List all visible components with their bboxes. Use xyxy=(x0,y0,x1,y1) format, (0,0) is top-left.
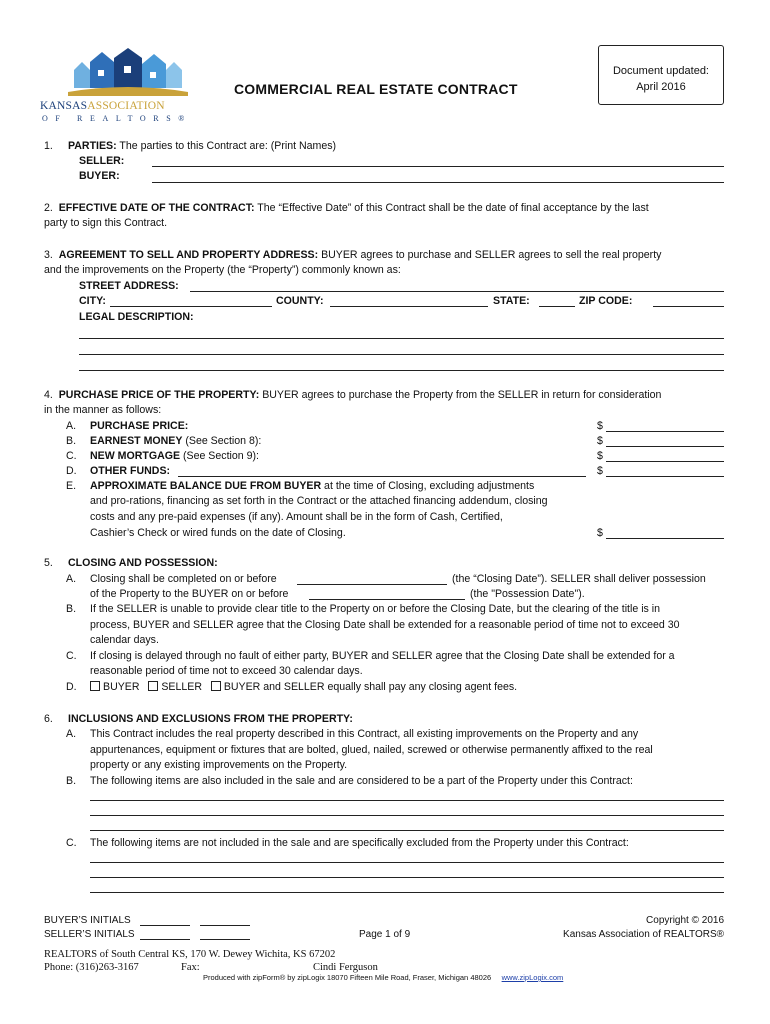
possession-date-field[interactable] xyxy=(309,599,465,600)
ziplogix-link[interactable]: www.zipLogix.com xyxy=(501,973,564,982)
item-6a-line2: appurtenances, equipment or fixtures that are bolted, glued, nailed, screwed or otherwise permanently affixed to the real xyxy=(90,744,653,756)
item-d-dollar: $ xyxy=(597,465,603,477)
item-b-label xyxy=(90,434,261,449)
closing-fees-options xyxy=(90,680,517,695)
section-6-number: 6. xyxy=(44,713,53,725)
section-4-line1 xyxy=(44,388,661,403)
item-b-dollar: $ xyxy=(597,435,603,447)
item-e-line2: and pro-rations, financing as set forth in the Contract or the attached financing addendum, closing xyxy=(90,495,548,507)
street-address-field[interactable] xyxy=(190,291,724,292)
section-3-line1 xyxy=(44,248,661,263)
item-a-label xyxy=(90,419,188,434)
other-funds-description-field[interactable] xyxy=(178,476,586,477)
section-2-number: 2. xyxy=(44,202,53,214)
agreement-heading: AGREEMENT TO SELL AND PROPERTY ADDRESS: xyxy=(58,249,319,261)
agreement-text: BUYER agrees to purchase and SELLER agrees to sell the real property xyxy=(318,249,662,261)
item-e-line1 xyxy=(90,479,534,494)
item-5b-line1: If the SELLER is unable to provide clear title to the Property on or before the Closing Date, but the clearing of the title is in xyxy=(90,603,661,615)
section-2-line2: party to sign this Contract. xyxy=(44,217,168,229)
balance-due-amount-field[interactable] xyxy=(606,538,724,539)
parties-heading: PARTIES: xyxy=(68,140,117,152)
purchase-price-amount-field[interactable] xyxy=(606,431,724,432)
item-b-letter: B. xyxy=(66,435,77,447)
item-5c-line1: If closing is delayed through no fault of either party, BUYER and SELLER agree that the Closing Date shall be extended for a xyxy=(90,650,675,662)
produced-with-line xyxy=(203,973,563,984)
produced-with-text: Produced with zipForm® by zipLogix 18070 Fifteen Mile Road, Fraser, Michigan 48026 xyxy=(203,973,492,982)
purchase-price-text: BUYER agrees to purchase the Property from the SELLER in return for consideration xyxy=(259,389,662,401)
brokerage-address: REALTORS of South Central KS, 170 W. Dewey Wichita, KS 67202 xyxy=(44,949,336,960)
seller-name-field[interactable] xyxy=(152,166,724,167)
legal-description-label: LEGAL DESCRIPTION: xyxy=(79,311,194,323)
item-5a-letter: A. xyxy=(66,573,77,585)
county-field[interactable] xyxy=(330,306,488,307)
buyer-pays-checkbox[interactable] xyxy=(90,681,100,691)
buyer-initials-label: BUYER’S INITIALS xyxy=(44,915,131,926)
state-label: STATE: xyxy=(493,295,530,307)
section-5-number: 5. xyxy=(44,557,53,569)
item-5b-line2: process, BUYER and SELLER agree that the Closing Date shall be extended for a reasonable period of time not to exceed 30 xyxy=(90,619,680,631)
buyer-name-field[interactable] xyxy=(152,182,724,183)
item-b-rest: (See Section 8): xyxy=(182,435,262,447)
effective-date-text: The “Effective Date” of this Contract shall be the date of final acceptance by the last xyxy=(254,202,649,214)
other-funds-label: OTHER FUNDS: xyxy=(90,465,171,477)
seller-option-label: SELLER xyxy=(161,681,202,693)
zip-code-label: ZIP CODE: xyxy=(579,295,633,307)
legal-description-line-2[interactable] xyxy=(79,354,724,355)
item-e-line3: costs and any pre-paid expenses (if any). Amount shall be in the form of Cash, Certified, xyxy=(90,511,503,523)
item-5c-letter: C. xyxy=(66,650,77,662)
item-5a-text1: Closing shall be completed on or before xyxy=(90,573,277,585)
section-1-heading xyxy=(68,139,336,154)
section-4-line2: in the manner as follows: xyxy=(44,404,162,416)
item-5a-text3: of the Property to the BUYER on or before xyxy=(90,588,289,600)
document-title: COMMERCIAL REAL ESTATE CONTRACT xyxy=(234,81,518,97)
both-pay-checkbox[interactable] xyxy=(211,681,221,691)
city-label: CITY: xyxy=(79,295,106,307)
new-mortgage-label: NEW MORTGAGE xyxy=(90,450,181,462)
item-e-line4: Cashier’s Check or wired funds on the date of Closing. xyxy=(90,527,346,539)
included-items-line-3[interactable] xyxy=(90,830,724,831)
logo-word-kansas: KANSAS xyxy=(40,100,88,112)
other-funds-amount-field[interactable] xyxy=(606,476,724,477)
earnest-money-label: EARNEST MONEY xyxy=(90,435,183,447)
section-1-number: 1. xyxy=(44,140,53,152)
balance-due-label: APPROXIMATE BALANCE DUE FROM BUYER xyxy=(90,480,322,492)
closing-heading: CLOSING AND POSSESSION: xyxy=(68,557,218,569)
item-d-letter: D. xyxy=(66,465,77,477)
purchase-price-heading: PURCHASE PRICE OF THE PROPERTY: xyxy=(58,389,260,401)
closing-date-field[interactable] xyxy=(297,584,447,585)
city-field[interactable] xyxy=(110,306,272,307)
parties-text: The parties to this Contract are: (Print Names) xyxy=(116,140,337,152)
seller-initials-field-2[interactable] xyxy=(200,939,250,940)
item-c-letter: C. xyxy=(66,450,77,462)
included-items-line-1[interactable] xyxy=(90,800,724,801)
item-5a-text4: (the "Possession Date"). xyxy=(470,588,585,600)
page-number: Page 1 of 9 xyxy=(359,929,411,940)
legal-description-line-3[interactable] xyxy=(79,370,724,371)
effective-date-heading: EFFECTIVE DATE OF THE CONTRACT: xyxy=(58,202,255,214)
kansas-association-logo xyxy=(36,48,192,126)
excluded-items-line-1[interactable] xyxy=(90,862,724,863)
section-2-line1 xyxy=(44,201,649,216)
inclusions-heading: INCLUSIONS AND EXCLUSIONS FROM THE PROPERTY: xyxy=(68,713,353,725)
excluded-items-line-3[interactable] xyxy=(90,892,724,893)
item-6b-line1: The following items are also included in the sale and are considered to be a part of the Property under this Contract: xyxy=(90,775,633,787)
buyer-initials-field-1[interactable] xyxy=(140,925,190,926)
balance-due-text: at the time of Closing, excluding adjustments xyxy=(321,480,535,492)
excluded-items-line-2[interactable] xyxy=(90,877,724,878)
item-6a-line3: property or any existing improvements on the Property. xyxy=(90,759,348,771)
copyright-association: Kansas Association of REALTORS® xyxy=(563,929,724,940)
item-5a-text2: (the “Closing Date”). SELLER shall deliver possession xyxy=(452,573,706,585)
county-label: COUNTY: xyxy=(276,295,324,307)
agent-name: Cindi Ferguson xyxy=(313,962,378,973)
both-option-label: BUYER and SELLER equally shall pay any closing agent fees. xyxy=(223,681,518,693)
section-3-number: 3. xyxy=(44,249,53,261)
section-3-line2: and the improvements on the Property (the “Property”) commonly known as: xyxy=(44,264,401,276)
brokerage-phone: Phone: (316)263-3167 xyxy=(44,962,139,973)
item-5c-line2: reasonable period of time not to exceed 30 calendar days. xyxy=(90,665,363,677)
document-updated-box xyxy=(598,45,724,105)
seller-label: SELLER: xyxy=(79,155,125,167)
legal-description-line-1[interactable] xyxy=(79,338,724,339)
new-mortgage-amount-field[interactable] xyxy=(606,461,724,462)
item-e-dollar: $ xyxy=(597,527,603,539)
included-items-line-2[interactable] xyxy=(90,815,724,816)
updated-date: April 2016 xyxy=(636,81,686,93)
buyer-label: BUYER: xyxy=(79,170,120,182)
item-5b-line3: calendar days. xyxy=(90,634,159,646)
street-address-label: STREET ADDRESS: xyxy=(79,280,179,292)
item-6a-line1: This Contract includes the real property described in this Contract, all existing improvements on the Property and any xyxy=(90,728,639,740)
item-e-letter: E. xyxy=(66,480,77,492)
item-c-rest: (See Section 9): xyxy=(180,450,259,462)
item-6c-line1: The following items are not included in the sale and are specifically excluded from the Property under this Contract: xyxy=(90,837,629,849)
item-a-letter: A. xyxy=(66,420,77,432)
purchase-price-label: PURCHASE PRICE: xyxy=(90,420,189,432)
logo-subline: OF REALTORS® xyxy=(42,114,192,123)
logo-word-association: ASSOCIATION xyxy=(87,100,165,112)
updated-label: Document updated: xyxy=(612,65,709,77)
state-field[interactable] xyxy=(539,306,575,307)
section-4-number: 4. xyxy=(44,389,53,401)
seller-initials-label: SELLER’S INITIALS xyxy=(44,929,135,940)
earnest-money-amount-field[interactable] xyxy=(606,446,724,447)
item-5d-letter: D. xyxy=(66,681,77,693)
item-6a-letter: A. xyxy=(66,728,77,740)
item-a-dollar: $ xyxy=(597,420,603,432)
seller-initials-field-1[interactable] xyxy=(140,939,190,940)
item-c-dollar: $ xyxy=(597,450,603,462)
buyer-option-label: BUYER xyxy=(103,681,140,693)
item-6b-letter: B. xyxy=(66,775,77,787)
item-c-label xyxy=(90,449,259,464)
item-d-label xyxy=(90,464,170,479)
seller-pays-checkbox[interactable] xyxy=(148,681,158,691)
copyright: Copyright © 2016 xyxy=(646,915,724,926)
item-6c-letter: C. xyxy=(66,837,77,849)
brokerage-fax-label: Fax: xyxy=(181,962,200,973)
houses-logo-icon xyxy=(68,48,188,96)
item-5b-letter: B. xyxy=(66,603,77,615)
zip-code-field[interactable] xyxy=(653,306,724,307)
buyer-initials-field-2[interactable] xyxy=(200,925,250,926)
